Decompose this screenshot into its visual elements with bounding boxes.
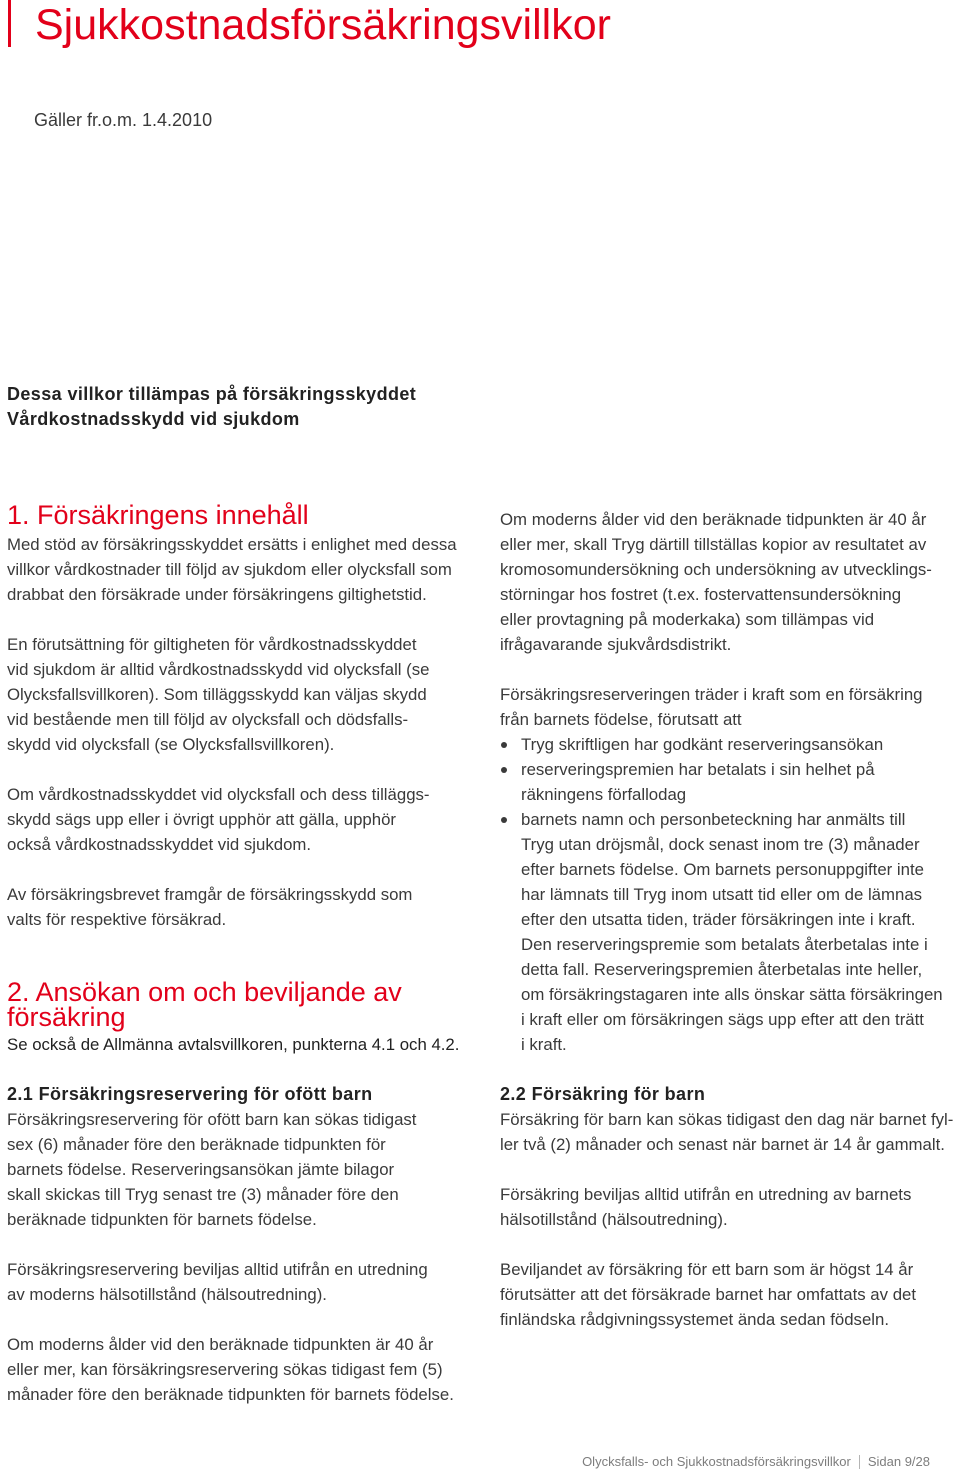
list-item-text (521, 807, 943, 1057)
bullet-icon (501, 742, 507, 748)
text-line: Om vårdkostnadsskyddet vid olycksfall och dess tilläggs- (7, 785, 430, 804)
text-line: kromosomundersökning och undersökning av utvecklings- (500, 560, 932, 579)
title-accent-bar (8, 0, 11, 47)
paragraph (500, 1182, 911, 1232)
text-line: ler två (2) månader och senast när barnet är 14 år gammalt. (500, 1135, 945, 1154)
text-line: Tryg utan dröjsmål, dock senast inom tre (3) månader (521, 835, 920, 854)
paragraph (7, 1257, 428, 1307)
text-line: eller provtagning på moderkaka) som tillämpas vid (500, 610, 875, 629)
text-line: vid sjukdom är alltid vårdkostnadsskydd vid olycksfall (se (7, 660, 430, 679)
page-footer (582, 1454, 930, 1470)
text-line: barnets namn och personbeteckning har anmälts till (521, 810, 906, 829)
text-line: En förutsättning för giltigheten för vårdkostnadsskyddet (7, 635, 417, 654)
condition-list (500, 732, 943, 1057)
list-item-text (521, 732, 943, 757)
text-line: Försäkring beviljas alltid utifrån en utredning av barnets (500, 1185, 912, 1204)
list-item-text (521, 757, 943, 807)
paragraph (7, 532, 457, 607)
paragraph (7, 882, 412, 932)
text-line: eller mer, kan försäkringsreservering sökas tidigast fem (5) (7, 1360, 443, 1379)
section-2-heading (7, 977, 402, 1032)
text-line: skall skickas till Tryg senast tre (3) månader före den (7, 1185, 399, 1204)
text-line: reserveringspremien har betalats i sin helhet på (521, 760, 875, 779)
paragraph (7, 782, 430, 857)
paragraph (500, 1107, 953, 1157)
paragraph (7, 1332, 454, 1407)
text-line: villkor vårdkostnader till följd av sjukdom eller olycksfall som (7, 560, 452, 579)
text-line: av moderns hälsotillstånd (hälsoutredning). (7, 1285, 327, 1304)
bullet-icon (501, 817, 507, 823)
text-line: Vårdkostnadsskydd vid sjukdom (7, 409, 300, 429)
text-line: 2. Ansökan om och beviljande av (7, 977, 402, 1007)
section-1-heading: 1. Försäkringens innehåll (7, 500, 309, 530)
text-line: Försäkringsreservering beviljas alltid utifrån en utredning (7, 1260, 428, 1279)
text-line: finländska rådgivningssystemet ända sedan födseln. (500, 1310, 890, 1329)
text-line: har lämnats till Tryg inom utsatt tid eller om de lämnas (521, 885, 923, 904)
scope-statement (7, 382, 416, 432)
bullet-icon (501, 767, 507, 773)
footer-page-number: Sidan 9/28 (867, 1454, 930, 1469)
text-line: efter den utsatta tiden, träder försäkringen inte i kraft. (521, 910, 916, 929)
text-line: Om moderns ålder vid den beräknade tidpunkten är 40 år (500, 510, 927, 529)
text-line: eller mer, skall Tryg därtill tillställas kopior av resultatet av (500, 535, 927, 554)
text-line: Tryg skriftligen har godkänt reserveringsansökan (521, 735, 884, 754)
text-line: sex (6) månader före den beräknade tidpunkten för (7, 1135, 386, 1154)
paragraph (500, 1257, 916, 1332)
list-item (500, 757, 943, 807)
text-line: förutsätter att det försäkrade barnet har omfattats av det (500, 1285, 917, 1304)
text-line: Försäkring för barn kan sökas tidigast den dag när barnet fyl- (500, 1110, 954, 1129)
subsection-2-1-heading: 2.1 Försäkringsreservering för ofött barn (7, 1084, 373, 1104)
text-line: störningar hos fostret (t.ex. fostervattensundersökning (500, 585, 902, 604)
text-line: Dessa villkor tillämpas på försäkringsskyddet (7, 384, 417, 404)
text-line: hälsotillstånd (hälsoutredning). (500, 1210, 728, 1229)
text-line: Beviljandet av försäkring för ett barn som är högst 14 år (500, 1260, 914, 1279)
text-line: Den reserveringspremie som betalats återbetalas inte i (521, 935, 928, 954)
text-line: Med stöd av försäkringsskyddet ersätts i enlighet med dessa (7, 535, 457, 554)
text-line: skydd sägs upp eller i övrigt upphör att gälla, upphör (7, 810, 397, 829)
text-line: räkningens förfallodag (521, 785, 687, 804)
validity-date: Gäller fr.o.m. 1.4.2010 (34, 110, 213, 130)
text-line: valts för respektive försäkrad. (7, 910, 227, 929)
text-line: drabbat den försäkrade under försäkringens giltighetstid. (7, 585, 427, 604)
text-line: beräknade tidpunkten för barnets födelse. (7, 1210, 317, 1229)
text-line: detta fall. Reserveringspremien återbetalas inte heller, (521, 960, 923, 979)
paragraph (500, 507, 932, 657)
text-line: i kraft. (521, 1035, 567, 1054)
text-line: försäkring (7, 1002, 126, 1032)
text-line: från barnets födelse, förutsatt att (500, 710, 742, 729)
list-item (500, 807, 943, 1057)
paragraph (500, 682, 923, 732)
text-line: om försäkringstagaren inte alls önskar sätta försäkringen (521, 985, 943, 1004)
text-line: Försäkringsreservering för ofött barn kan sökas tidigast (7, 1110, 417, 1129)
text-line: barnets födelse. Reserveringsansökan jämte bilagor (7, 1160, 395, 1179)
text-line: Av försäkringsbrevet framgår de försäkringsskydd som (7, 885, 413, 904)
section-2-reference-note: Se också de Allmänna avtalsvillkoren, punkterna 4.1 och 4.2. (7, 1035, 460, 1054)
list-item (500, 732, 943, 757)
paragraph (7, 1107, 416, 1232)
text-line: Om moderns ålder vid den beräknade tidpunkten är 40 år (7, 1335, 434, 1354)
footer-separator (859, 1455, 860, 1469)
text-line: månader före den beräknade tidpunkten för barnets födelse. (7, 1385, 454, 1404)
subsection-2-2-heading: 2.2 Försäkring för barn (500, 1084, 706, 1104)
text-line: skydd vid olycksfall (se Olycksfallsvillkoren). (7, 735, 335, 754)
text-line: vid bestående men till följd av olycksfall och dödsfalls- (7, 710, 409, 729)
document-title: Sjukkostnadsförsäkringsvillkor (35, 1, 611, 49)
text-line: Försäkringsreserveringen träder i kraft som en försäkring (500, 685, 923, 704)
text-line: ifrågavarande sjukvårdsdistrikt. (500, 635, 732, 654)
text-line: också vårdkostnadsskyddet vid sjukdom. (7, 835, 312, 854)
text-line: i kraft eller om försäkringen sägs upp efter att den trätt (521, 1010, 924, 1029)
footer-document-name: Olycksfalls- och Sjukkostnadsförsäkringsvillkor (582, 1454, 851, 1469)
text-line: Olycksfallsvillkoren). Som tilläggsskydd kan väljas skydd (7, 685, 427, 704)
text-line: efter barnets födelse. Om barnets personuppgifter inte (521, 860, 924, 879)
paragraph (7, 632, 430, 757)
